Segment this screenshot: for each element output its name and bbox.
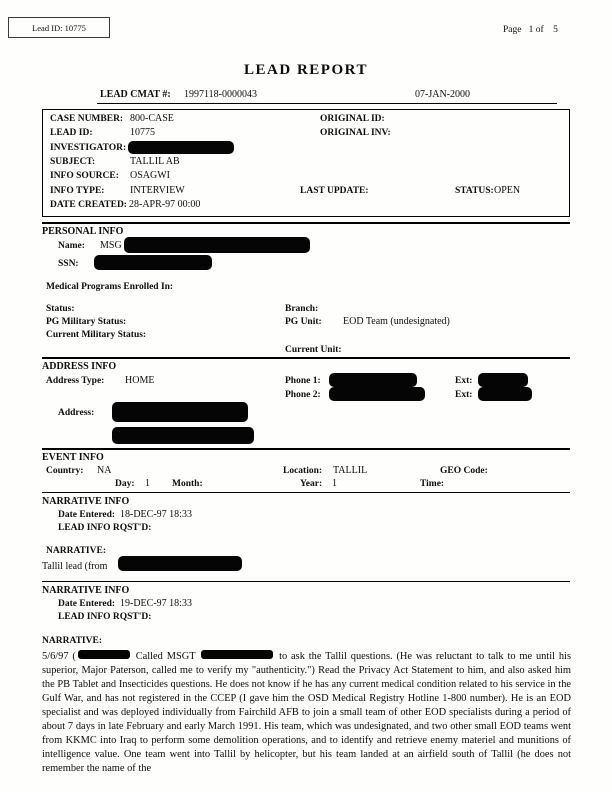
name-label: Name: xyxy=(58,241,85,251)
narrative1-redaction-bar xyxy=(118,556,242,571)
status-label: STATUS: xyxy=(455,186,494,196)
day-value: 1 xyxy=(145,478,150,489)
narrative2-text-mid: Called MSGT xyxy=(131,651,200,662)
address-type-value: HOME xyxy=(125,375,155,386)
narrative2-redaction-bar-1 xyxy=(78,650,130,659)
narrative1-lead-info-label: LEAD INFO RQST'D: xyxy=(58,523,152,533)
event-info-heading: EVENT INFO xyxy=(42,452,104,463)
narrative2-date-entered-value: 19-DEC-97 18:33 xyxy=(120,598,192,609)
month-label: Month: xyxy=(172,479,203,489)
ext2-redaction-bar xyxy=(478,387,532,401)
page-number: Page 1 of 5 xyxy=(503,25,558,35)
location-label: Location: xyxy=(283,466,323,476)
current-unit-label: Current Unit: xyxy=(285,345,342,355)
original-inv-label: ORIGINAL INV: xyxy=(320,128,391,138)
date-created-label: DATE CREATED: xyxy=(50,200,127,210)
info-type-value: INTERVIEW xyxy=(130,185,185,196)
info-source-label: INFO SOURCE: xyxy=(50,171,119,181)
case-number-value: 800-CASE xyxy=(130,113,174,124)
original-id-label: ORIGINAL ID: xyxy=(320,114,385,124)
address-info-heading: ADDRESS INFO xyxy=(42,361,117,372)
narrative2-label: NARRATIVE: xyxy=(42,636,102,646)
pers-status-label: Status: xyxy=(46,304,75,314)
narrative2-date-entered-label: Date Entered: xyxy=(58,599,116,609)
narrative2-text xyxy=(42,650,571,776)
address-info-bottom-rule xyxy=(42,448,570,450)
investigator-redaction-bar xyxy=(128,141,234,154)
lead-id-stamp-box xyxy=(8,17,110,38)
info-source-value: OSAGWI xyxy=(130,170,170,181)
geo-code-label: GEO Code: xyxy=(440,466,488,476)
narrative2-redaction-bar-2 xyxy=(201,650,273,659)
narrative2-text-start: 5/6/97 ( xyxy=(42,651,76,662)
report-date: 07-JAN-2000 xyxy=(415,89,470,100)
pg-unit-value: EOD Team (undesignated) xyxy=(343,316,450,327)
narrative1-heading: NARRATIVE INFO xyxy=(42,496,130,507)
ssn-label: SSN: xyxy=(58,259,79,269)
address-label: Address: xyxy=(58,408,95,418)
time-label: Time: xyxy=(420,479,445,489)
medical-programs-label: Medical Programs Enrolled In: xyxy=(46,282,174,292)
lead-id-stamp: Lead ID: 10775 xyxy=(32,22,86,33)
case-number-label: CASE NUMBER: xyxy=(50,114,124,124)
ssn-redaction-bar xyxy=(94,255,212,270)
year-value: 1 xyxy=(332,478,337,489)
address-redaction-bar-1 xyxy=(112,402,248,422)
name-prefix: MSG xyxy=(100,240,122,251)
year-label: Year: xyxy=(300,479,323,489)
cmat-label: LEAD CMAT #: xyxy=(100,89,171,100)
address-type-label: Address Type: xyxy=(46,376,105,386)
narrative2-lead-info-label: LEAD INFO RQST'D: xyxy=(58,612,152,622)
name-redaction-bar xyxy=(124,237,310,253)
address-redaction-bar-2 xyxy=(112,427,254,444)
lead-id-label: LEAD ID: xyxy=(50,128,93,138)
location-value: TALLIL xyxy=(333,465,368,476)
personal-info-heading: PERSONAL INFO xyxy=(42,226,124,237)
country-value: NA xyxy=(97,465,112,476)
date-created-value: 28-APR-97 00:00 xyxy=(129,199,201,210)
current-military-status-label: Current Military Status: xyxy=(46,330,147,340)
narrative2-text-body: to ask the Tallil questions. (He was reluctant to talk to me until his superior, Major Paterson, called me to verify my "authenticity.") Read the Privacy Act Statement to him, and also asked him the PB Tablet and Insecticides questions. He does not know if he has any current medical condition related to his service in the Gulf War, and has not registered in the CCEP (I gave him the OSD Medical Registry Hotline 1-800 number). He is an EOD specialist and was deployed individually from Fairchild AFB to join a small team of other EOD specialists during a period of about 7 days in late February and early March 1991. His team, which was undesignated, and two other small EOD teams went from KKMC into Iraq to perform some demolition operations, and to identify and retrieve enemy materiel and munitions of intelligence value. One team went into Tallil by helicopter, but his team landed at an airfield south of Tallil (he does not remember the name of the xyxy=(42,651,571,774)
event-info-bottom-rule xyxy=(42,492,570,493)
info-type-label: INFO TYPE: xyxy=(50,186,105,196)
narrative1-label: NARRATIVE: xyxy=(46,546,106,556)
last-update-label: LAST UPDATE: xyxy=(300,186,369,196)
subject-label: SUBJECT: xyxy=(50,157,96,167)
phone1-label: Phone 1: xyxy=(285,376,321,386)
lead-id-value: 10775 xyxy=(130,127,155,138)
narrative1-date-entered-label: Date Entered: xyxy=(58,510,116,520)
cmat-value: 1997118-0000043 xyxy=(184,89,257,100)
ext1-label: Ext: xyxy=(455,376,473,386)
investigator-label: INVESTIGATOR: xyxy=(50,143,127,153)
narrative1-text: Tallil lead (from xyxy=(42,561,108,572)
phone1-redaction-bar xyxy=(329,373,417,387)
narrative2-heading: NARRATIVE INFO xyxy=(42,585,130,596)
country-label: Country: xyxy=(46,466,84,476)
ext2-label: Ext: xyxy=(455,390,473,400)
phone2-redaction-bar xyxy=(329,387,425,401)
report-title: LEAD REPORT xyxy=(244,62,368,78)
status-value: OPEN xyxy=(494,185,521,196)
personal-info-top-rule xyxy=(42,222,570,224)
narrative1-bottom-rule xyxy=(42,581,570,582)
ext1-redaction-bar xyxy=(478,373,528,387)
pg-military-status-label: PG Military Status: xyxy=(46,317,127,327)
personal-info-bottom-rule xyxy=(42,357,570,359)
header-rule xyxy=(97,103,557,104)
pg-unit-label: PG Unit: xyxy=(285,317,322,327)
phone2-label: Phone 2: xyxy=(285,390,321,400)
subject-value: TALLIL AB xyxy=(130,156,180,167)
branch-label: Branch: xyxy=(285,304,319,314)
day-label: Day: xyxy=(115,479,135,489)
narrative1-date-entered-value: 18-DEC-97 18:33 xyxy=(120,509,192,520)
